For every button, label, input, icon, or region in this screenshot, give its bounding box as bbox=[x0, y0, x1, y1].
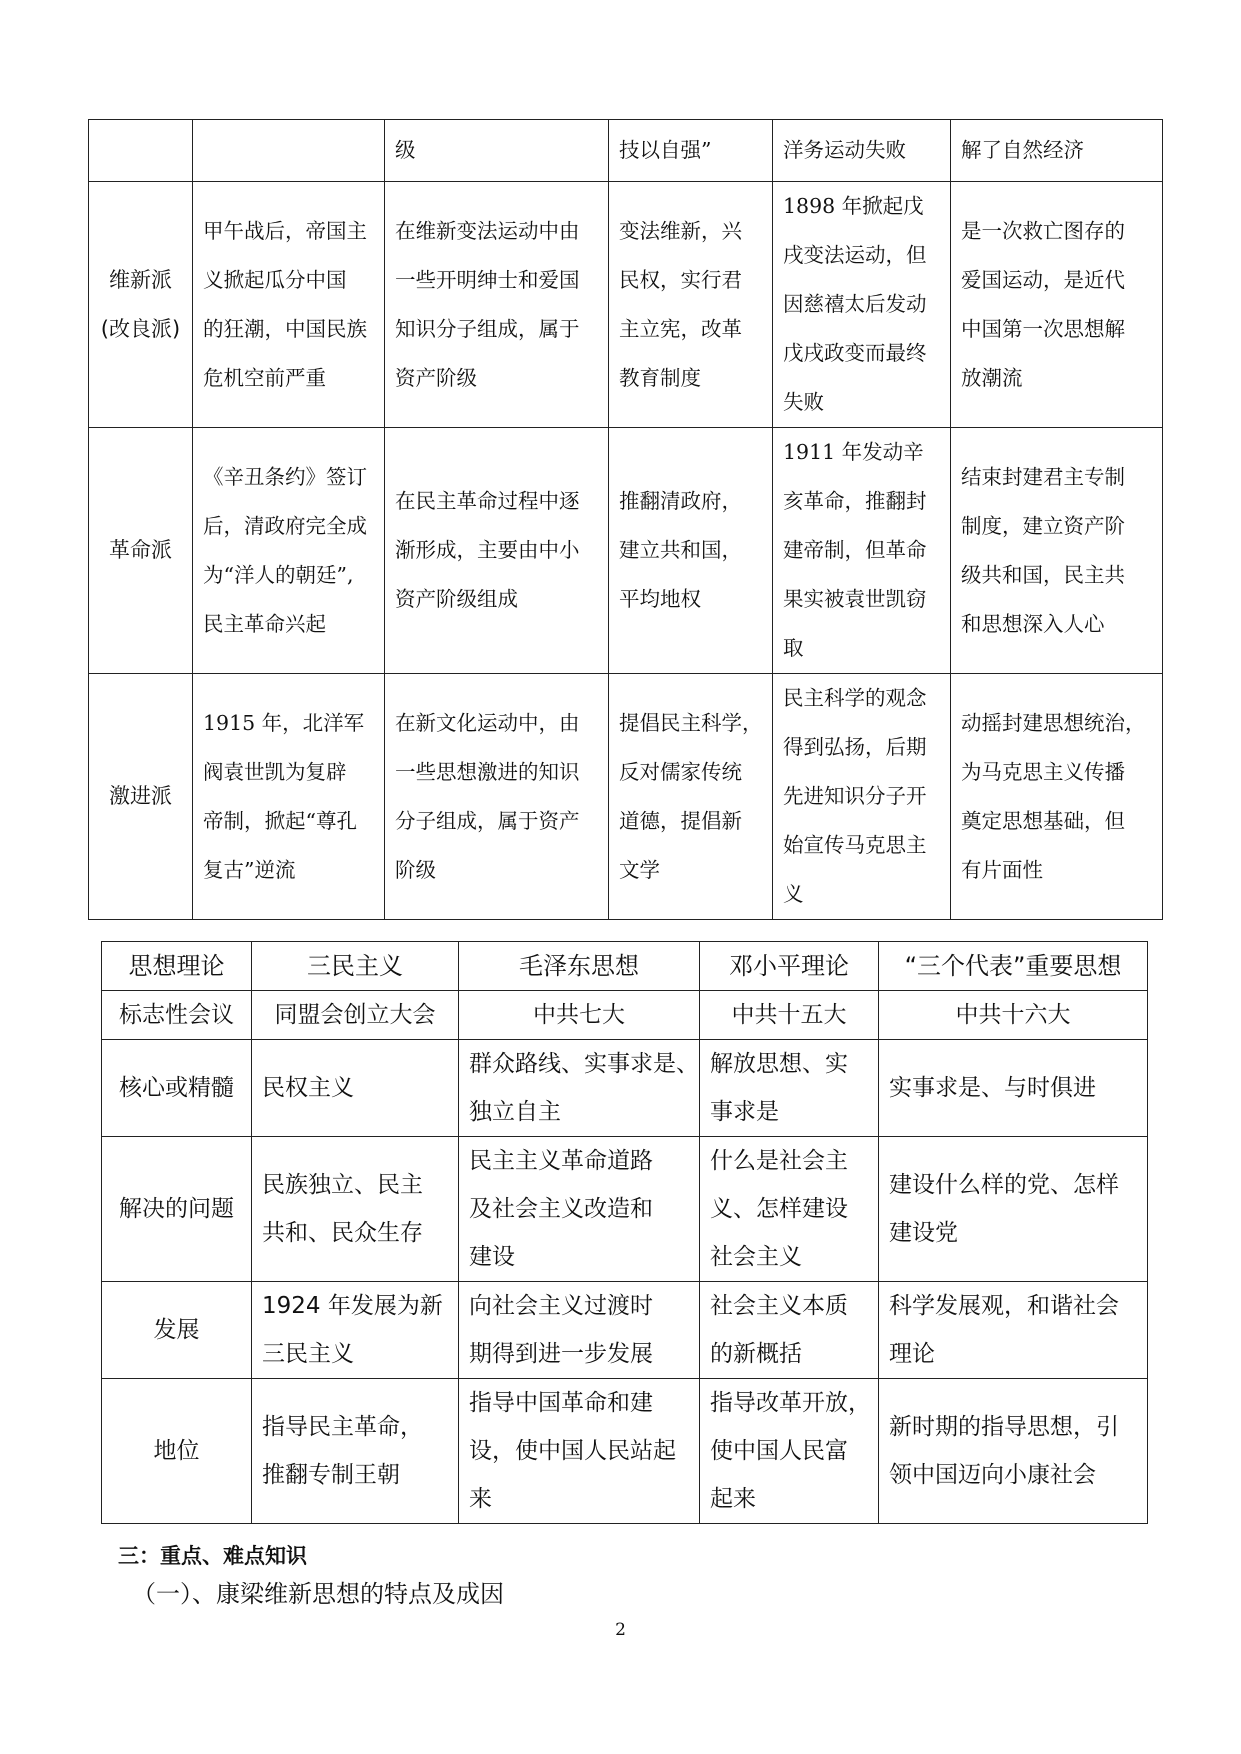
cell-line: 资产阶级组成 bbox=[395, 587, 518, 611]
table-cell bbox=[459, 991, 700, 1040]
cell-line: 义掀起瓜分中国 bbox=[203, 267, 347, 292]
cell-line: 什么是社会主 bbox=[710, 1148, 848, 1174]
cell-line: 失败 bbox=[783, 390, 824, 414]
cell-line: 1898 年掀起戊 bbox=[783, 194, 924, 218]
cell-line: 三民主义 bbox=[262, 1341, 354, 1367]
cell-line: 实事求是、与时俱进 bbox=[889, 1075, 1096, 1101]
cell-line: 共和、民众生存 bbox=[262, 1220, 423, 1246]
table-row bbox=[102, 991, 1148, 1040]
cell-line: 制度，建立资产阶 bbox=[961, 513, 1125, 538]
cell-line: 和思想深入人心 bbox=[961, 611, 1105, 636]
cell-line: 社会主义本质 bbox=[710, 1293, 848, 1319]
cell-line: 推翻清政府， bbox=[619, 489, 742, 513]
cell-line: 因慈禧太后发动 bbox=[783, 292, 927, 316]
column-header: 毛泽东思想 bbox=[459, 942, 700, 991]
cell-line: 帝制，掀起“尊孔 bbox=[203, 808, 357, 833]
row-label bbox=[89, 182, 193, 428]
cell-line: 放潮流 bbox=[961, 365, 1023, 390]
column-header: 三民主义 bbox=[252, 942, 459, 991]
table-cell bbox=[385, 182, 609, 428]
cell-line: 在维新变法运动中由 bbox=[395, 218, 580, 243]
cell-line: 一些开明绅士和爱国 bbox=[395, 267, 580, 292]
cell-line: 提倡民主科学， bbox=[619, 710, 763, 735]
table-cell bbox=[773, 120, 951, 182]
table-cell bbox=[385, 120, 609, 182]
cell-line: 一些思想激进的知识 bbox=[395, 759, 580, 784]
table-cell bbox=[459, 1379, 700, 1524]
table-cell bbox=[773, 428, 951, 674]
section-subtitle: （一）、康梁维新思想的特点及成因 bbox=[132, 1580, 504, 1608]
cell-line: 1911 年发动辛 bbox=[783, 440, 924, 464]
table-cell bbox=[252, 1040, 459, 1137]
cell-line: 中共十六大 bbox=[955, 1002, 1071, 1028]
cell-line: 有片面性 bbox=[961, 857, 1043, 882]
table-cell bbox=[609, 428, 773, 674]
cell-line: 建设党 bbox=[889, 1220, 958, 1246]
column-header: 思想理论 bbox=[102, 942, 252, 991]
cell-line: 危机空前严重 bbox=[203, 365, 326, 390]
cell-line: 及社会主义改造和 bbox=[469, 1196, 653, 1222]
table-cell bbox=[252, 1379, 459, 1524]
theories-table bbox=[101, 941, 1148, 1524]
cell-line: 民主主义革命道路 bbox=[469, 1148, 653, 1174]
table-cell bbox=[879, 1137, 1148, 1282]
cell-line: 民权，实行君 bbox=[619, 267, 742, 292]
cell-line: 来 bbox=[469, 1486, 492, 1512]
cell-line: 的狂潮，中国民族 bbox=[203, 316, 367, 341]
cell-line: 起来 bbox=[710, 1486, 756, 1512]
cell-line: 解了自然经济 bbox=[961, 138, 1084, 162]
row-label: 解决的问题 bbox=[102, 1137, 252, 1282]
table-cell bbox=[609, 674, 773, 920]
cell-line: 在民主革命过程中逐 bbox=[395, 489, 580, 513]
table-cell bbox=[700, 1040, 879, 1137]
row-label bbox=[89, 120, 193, 182]
cell-line: 新时期的指导思想，引 bbox=[889, 1414, 1119, 1440]
table-cell bbox=[700, 991, 879, 1040]
cell-line: 戊戌政变而最终 bbox=[783, 341, 927, 365]
table-cell bbox=[193, 428, 385, 674]
cell-line: 分子组成，属于资产 bbox=[395, 808, 580, 833]
cell-line: 级 bbox=[395, 138, 416, 162]
table-cell bbox=[252, 1137, 459, 1282]
table-row bbox=[102, 1282, 1148, 1379]
cell-line: 道德，提倡新 bbox=[619, 808, 742, 833]
cell-line: 阶级 bbox=[395, 857, 436, 882]
table-cell bbox=[609, 120, 773, 182]
table-cell bbox=[773, 674, 951, 920]
section-title: 三：重点、难点知识 bbox=[118, 1544, 307, 1568]
cell-line: 的新概括 bbox=[710, 1341, 802, 1367]
cell-line: 先进知识分子开 bbox=[783, 784, 927, 808]
header-row bbox=[102, 942, 1148, 991]
table-cell bbox=[951, 428, 1163, 674]
cell-line: 教育制度 bbox=[619, 365, 701, 390]
table-cell bbox=[951, 182, 1163, 428]
cell-line: 奠定思想基础，但 bbox=[961, 808, 1125, 833]
cell-line: 为“洋人的朝廷”, bbox=[203, 562, 354, 587]
table-row bbox=[102, 1379, 1148, 1524]
cell-line: 始宣传马克思主 bbox=[783, 833, 927, 857]
cell-line: 建设 bbox=[469, 1244, 515, 1270]
cell-line: 指导民主革命， bbox=[262, 1414, 423, 1440]
row-label: 发展 bbox=[102, 1282, 252, 1379]
page-number: 2 bbox=[615, 1620, 626, 1640]
table-cell bbox=[459, 1040, 700, 1137]
cell-line: 民主科学的观念 bbox=[783, 686, 927, 710]
cell-line: 设，使中国人民站起 bbox=[469, 1438, 676, 1464]
cell-line: 中共十五大 bbox=[731, 1002, 847, 1028]
cell-line: 义、怎样建设 bbox=[710, 1196, 848, 1222]
cell-line: 变法维新，兴 bbox=[619, 218, 742, 243]
cell-line: 建设什么样的党、怎样 bbox=[889, 1172, 1119, 1198]
row-label bbox=[89, 428, 193, 674]
table-cell bbox=[879, 1282, 1148, 1379]
table-cell bbox=[385, 674, 609, 920]
table-cell bbox=[951, 120, 1163, 182]
table-cell bbox=[459, 1137, 700, 1282]
cell-line: 理论 bbox=[889, 1341, 935, 1367]
cell-line: 独立自主 bbox=[469, 1099, 561, 1125]
table-cell bbox=[385, 428, 609, 674]
cell-line: 主立宪，改革 bbox=[619, 316, 742, 341]
cell-line: 资产阶级 bbox=[395, 365, 477, 390]
table-cell bbox=[879, 991, 1148, 1040]
cell-line: 向社会主义过渡时 bbox=[469, 1293, 653, 1319]
cell-line: 建帝制，但革命 bbox=[783, 538, 927, 562]
table-cell bbox=[609, 182, 773, 428]
table-row bbox=[102, 1040, 1148, 1137]
table-cell bbox=[193, 120, 385, 182]
row-label: 标志性会议 bbox=[102, 991, 252, 1040]
cell-line: 1915 年，北洋军 bbox=[203, 710, 365, 735]
cell-line: 为马克思主义传播 bbox=[961, 759, 1125, 784]
cell-line: (改良派) bbox=[100, 316, 181, 341]
cell-line: 民族独立、民主 bbox=[262, 1172, 423, 1198]
cell-line: 同盟会创立大会 bbox=[274, 1002, 436, 1028]
cell-line: 社会主义 bbox=[710, 1244, 802, 1270]
column-header: 邓小平理论 bbox=[700, 942, 879, 991]
cell-line: 知识分子组成，属于 bbox=[395, 316, 580, 341]
table-row bbox=[89, 428, 1163, 674]
cell-line: 级共和国，民主共 bbox=[961, 562, 1125, 587]
cell-line: 爱国运动，是近代 bbox=[961, 267, 1125, 292]
cell-line: 反对儒家传统 bbox=[619, 759, 742, 784]
cell-line: 动摇封建思想统治， bbox=[961, 710, 1146, 735]
cell-line: 中共七大 bbox=[533, 1002, 625, 1028]
cell-line: 指导改革开放， bbox=[710, 1390, 871, 1416]
cell-line: 期得到进一步发展 bbox=[469, 1341, 653, 1367]
cell-line: 《辛丑条约》签订 bbox=[203, 464, 367, 489]
cell-line: 亥革命，推翻封 bbox=[783, 489, 927, 513]
table-row bbox=[102, 1137, 1148, 1282]
cell-line: 民权主义 bbox=[262, 1075, 354, 1101]
cell-line: 解放思想、实 bbox=[710, 1051, 848, 1077]
table-cell bbox=[700, 1282, 879, 1379]
cell-line: 事求是 bbox=[710, 1099, 779, 1125]
cell-line: 后，清政府完全成 bbox=[203, 513, 367, 538]
row-label bbox=[89, 674, 193, 920]
cell-line: 群众路线、实事求是、 bbox=[469, 1051, 699, 1077]
table-row bbox=[89, 120, 1163, 182]
table-row bbox=[89, 182, 1163, 428]
row-label: 地位 bbox=[102, 1379, 252, 1524]
table-cell bbox=[700, 1379, 879, 1524]
table-cell bbox=[193, 674, 385, 920]
cell-line: 维新派 bbox=[109, 267, 172, 292]
cell-line: 建立共和国， bbox=[619, 538, 742, 562]
table-cell bbox=[252, 1282, 459, 1379]
cell-line: 洋务运动失败 bbox=[783, 138, 906, 162]
cell-line: 使中国人民富 bbox=[710, 1438, 848, 1464]
cell-line: 渐形成，主要由中小 bbox=[395, 538, 580, 562]
cell-line: 领中国迈向小康社会 bbox=[889, 1462, 1096, 1488]
cell-line: 是一次救亡图存的 bbox=[961, 218, 1125, 243]
table-cell bbox=[879, 1379, 1148, 1524]
table-cell bbox=[700, 1137, 879, 1282]
cell-line: 复古”逆流 bbox=[203, 857, 296, 882]
cell-line: 取 bbox=[783, 636, 804, 660]
table-cell bbox=[252, 991, 459, 1040]
cell-line: 1924 年发展为新 bbox=[262, 1293, 443, 1319]
cell-line: 推翻专制王朝 bbox=[262, 1462, 400, 1488]
cell-line: 文学 bbox=[619, 857, 660, 882]
cell-line: 中国第一次思想解 bbox=[961, 316, 1125, 341]
cell-line: 技以自强” bbox=[619, 138, 712, 162]
cell-line: 在新文化运动中，由 bbox=[395, 710, 580, 735]
cell-line: 果实被袁世凯窃 bbox=[783, 587, 927, 611]
cell-line: 戌变法运动，但 bbox=[783, 243, 927, 267]
column-header: “三个代表”重要思想 bbox=[879, 942, 1148, 991]
table-cell bbox=[951, 674, 1163, 920]
factions-table bbox=[88, 119, 1163, 920]
table-cell bbox=[773, 182, 951, 428]
cell-line: 结束封建君主专制 bbox=[961, 464, 1125, 489]
cell-line: 民主革命兴起 bbox=[203, 611, 326, 636]
table-cell bbox=[879, 1040, 1148, 1137]
cell-line: 指导中国革命和建 bbox=[469, 1390, 653, 1416]
table-row bbox=[89, 674, 1163, 920]
table-cell bbox=[193, 182, 385, 428]
cell-line: 革命派 bbox=[109, 538, 172, 562]
cell-line: 义 bbox=[783, 882, 804, 906]
row-label: 核心或精髓 bbox=[102, 1040, 252, 1137]
cell-line: 激进派 bbox=[109, 784, 172, 808]
table-cell bbox=[459, 1282, 700, 1379]
cell-line: 甲午战后，帝国主 bbox=[203, 218, 367, 243]
cell-line: 科学发展观，和谐社会 bbox=[889, 1293, 1119, 1319]
cell-line: 阀袁世凯为复辟 bbox=[203, 759, 347, 784]
cell-line: 平均地权 bbox=[619, 587, 701, 611]
cell-line: 得到弘扬，后期 bbox=[783, 735, 927, 759]
